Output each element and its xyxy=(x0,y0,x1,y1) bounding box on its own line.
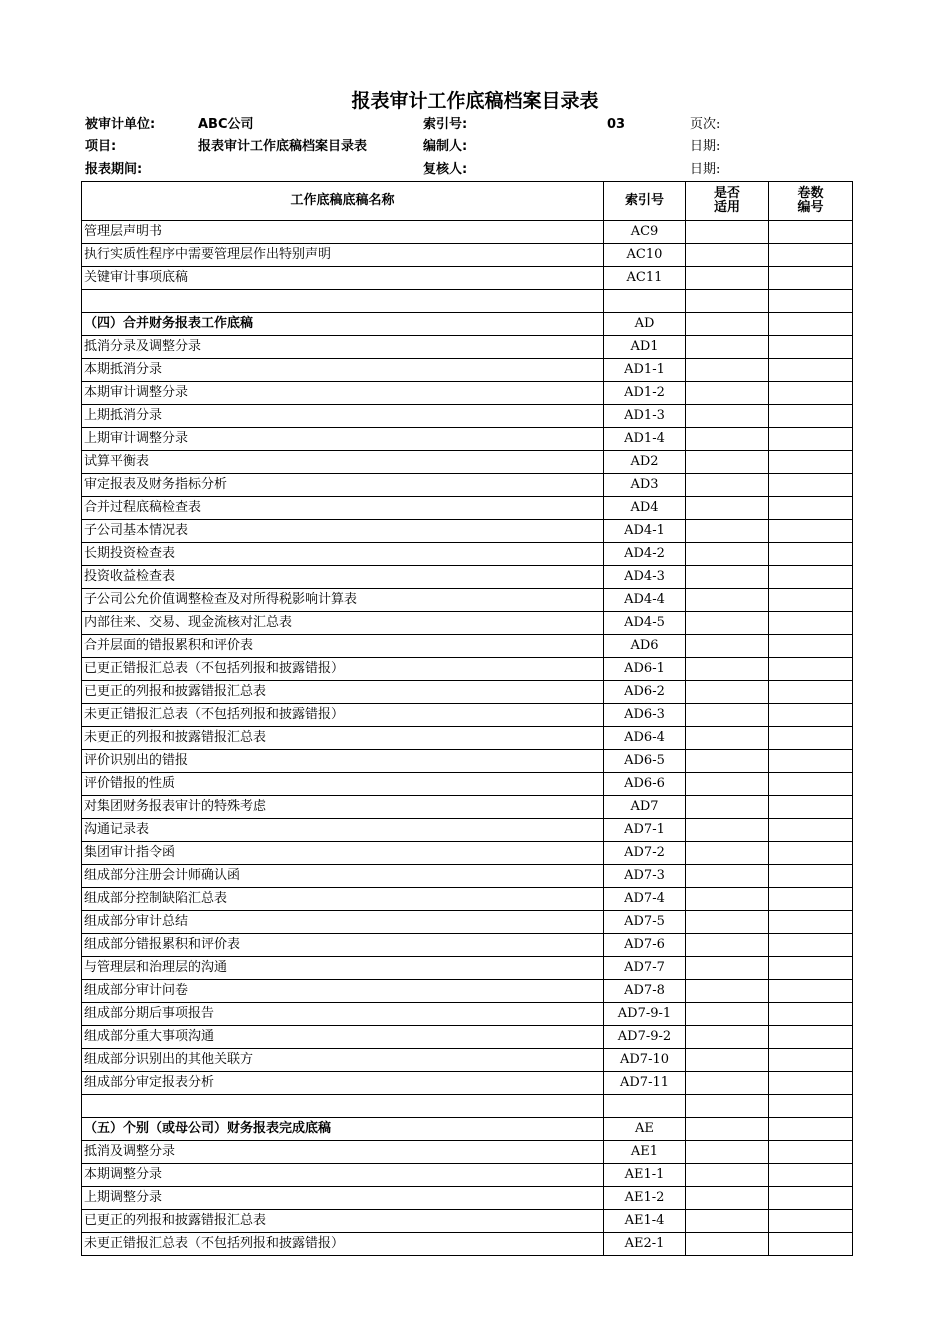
row-applicable-cell xyxy=(686,1210,769,1233)
row-volume-cell xyxy=(769,796,853,819)
row-code-cell: AD7-4 xyxy=(604,888,686,911)
reviewer-label: 复核人: xyxy=(423,162,468,177)
row-name-cell: 对集团财务报表审计的特殊考虑 xyxy=(82,796,604,819)
row-applicable-cell xyxy=(686,865,769,888)
row-volume-cell xyxy=(769,520,853,543)
row-code-cell: AC11 xyxy=(604,267,686,290)
row-volume-cell xyxy=(769,911,853,934)
row-name-cell: 未更正的列报和披露错报汇总表 xyxy=(82,727,604,750)
row-name-cell: 沟通记录表 xyxy=(82,819,604,842)
row-code-cell: AD7-6 xyxy=(604,934,686,957)
row-applicable-cell xyxy=(686,1233,769,1256)
row-applicable-cell xyxy=(686,980,769,1003)
row-code-cell: AC9 xyxy=(604,221,686,244)
row-code-cell: AE2-1 xyxy=(604,1233,686,1256)
row-name-cell: 审定报表及财务指标分析 xyxy=(82,474,604,497)
row-volume-cell xyxy=(769,1210,853,1233)
row-code-cell: AD xyxy=(604,313,686,336)
row-code-cell: AD6 xyxy=(604,635,686,658)
table-row xyxy=(82,290,853,313)
table-row xyxy=(82,819,853,842)
table-row xyxy=(82,1164,853,1187)
table-row xyxy=(82,773,853,796)
row-name-cell: 上期抵消分录 xyxy=(82,405,604,428)
row-volume-cell xyxy=(769,313,853,336)
row-name-cell: 执行实质性程序中需要管理层作出特别声明 xyxy=(82,244,604,267)
row-code-cell: AC10 xyxy=(604,244,686,267)
row-name-cell: 组成部分识别出的其他关联方 xyxy=(82,1049,604,1072)
project-label: 项目: xyxy=(85,139,117,154)
row-code-cell: AE1-4 xyxy=(604,1210,686,1233)
row-applicable-cell xyxy=(686,888,769,911)
table-row xyxy=(82,658,853,681)
row-name-cell: 本期调整分录 xyxy=(82,1164,604,1187)
row-code-cell: AD7-9-2 xyxy=(604,1026,686,1049)
row-applicable-cell xyxy=(686,1095,769,1118)
row-name-cell: 子公司公允价值调整检查及对所得税影响计算表 xyxy=(82,589,604,612)
col-applicable-header xyxy=(686,182,769,221)
row-applicable-cell xyxy=(686,1049,769,1072)
row-applicable-cell xyxy=(686,934,769,957)
table-row xyxy=(82,1141,853,1164)
row-code-cell: AE1 xyxy=(604,1141,686,1164)
date-label-1: 日期: xyxy=(690,139,721,154)
row-code-cell: AE xyxy=(604,1118,686,1141)
row-name-cell: （五）个别（或母公司）财务报表完成底稿 xyxy=(82,1118,604,1141)
table-row xyxy=(82,1095,853,1118)
row-applicable-cell xyxy=(686,1164,769,1187)
table-row xyxy=(82,474,853,497)
row-code-cell: AD2 xyxy=(604,451,686,474)
row-volume-cell xyxy=(769,1233,853,1256)
table-header-row xyxy=(82,182,853,221)
row-name-cell xyxy=(82,290,604,313)
row-volume-cell xyxy=(769,704,853,727)
row-name-cell: 上期调整分录 xyxy=(82,1187,604,1210)
row-code-cell: AE1-1 xyxy=(604,1164,686,1187)
row-applicable-cell xyxy=(686,267,769,290)
row-applicable-cell xyxy=(686,313,769,336)
table-row xyxy=(82,1187,853,1210)
row-volume-cell xyxy=(769,382,853,405)
row-name-cell: 内部往来、交易、现金流核对汇总表 xyxy=(82,612,604,635)
table-row xyxy=(82,244,853,267)
table-row xyxy=(82,589,853,612)
table-row xyxy=(82,888,853,911)
row-name-cell: 已更正的列报和披露错报汇总表 xyxy=(82,681,604,704)
row-volume-cell xyxy=(769,888,853,911)
row-code-cell: AD6-5 xyxy=(604,750,686,773)
table-row xyxy=(82,842,853,865)
project-value: 报表审计工作底稿档案目录表 xyxy=(198,139,368,154)
row-name-cell: 合并过程底稿检查表 xyxy=(82,497,604,520)
row-applicable-cell xyxy=(686,405,769,428)
row-volume-cell xyxy=(769,451,853,474)
row-code-cell: AD4-3 xyxy=(604,566,686,589)
row-name-cell: 组成部分审计总结 xyxy=(82,911,604,934)
table-row xyxy=(82,451,853,474)
row-applicable-cell xyxy=(686,612,769,635)
row-volume-cell xyxy=(769,1003,853,1026)
row-volume-cell xyxy=(769,428,853,451)
row-volume-cell xyxy=(769,566,853,589)
col-volume-header xyxy=(769,182,853,221)
row-code-cell: AD7 xyxy=(604,796,686,819)
row-code-cell: AD6-4 xyxy=(604,727,686,750)
row-code-cell: AD4-2 xyxy=(604,543,686,566)
row-applicable-cell xyxy=(686,474,769,497)
row-volume-cell xyxy=(769,1095,853,1118)
row-name-cell: （四）合并财务报表工作底稿 xyxy=(82,313,604,336)
row-code-cell: AD7-2 xyxy=(604,842,686,865)
row-code-cell: AD6-2 xyxy=(604,681,686,704)
table-row xyxy=(82,1118,853,1141)
row-applicable-cell xyxy=(686,1026,769,1049)
row-applicable-cell xyxy=(686,221,769,244)
row-name-cell: 组成部分重大事项沟通 xyxy=(82,1026,604,1049)
row-volume-cell xyxy=(769,1049,853,1072)
col-applicable-line2: 适用 xyxy=(713,200,740,215)
row-volume-cell xyxy=(769,658,853,681)
row-volume-cell xyxy=(769,474,853,497)
row-volume-cell xyxy=(769,819,853,842)
row-code-cell: AD7-11 xyxy=(604,1072,686,1095)
table-row xyxy=(82,704,853,727)
col-name-header: 工作底稿底稿名称 xyxy=(82,182,604,221)
row-applicable-cell xyxy=(686,773,769,796)
row-name-cell: 组成部分审定报表分析 xyxy=(82,1072,604,1095)
row-name-cell: 试算平衡表 xyxy=(82,451,604,474)
row-code-cell: AD7-1 xyxy=(604,819,686,842)
row-code-cell: AD4-4 xyxy=(604,589,686,612)
row-applicable-cell xyxy=(686,750,769,773)
row-applicable-cell xyxy=(686,428,769,451)
row-code-cell: AD1-3 xyxy=(604,405,686,428)
table-row xyxy=(82,635,853,658)
row-volume-cell xyxy=(769,842,853,865)
row-applicable-cell xyxy=(686,497,769,520)
row-volume-cell xyxy=(769,865,853,888)
table-row xyxy=(82,221,853,244)
col-code-header: 索引号 xyxy=(604,182,686,221)
row-code-cell xyxy=(604,290,686,313)
col-volume-line1: 卷数 xyxy=(797,186,824,201)
row-volume-cell xyxy=(769,290,853,313)
row-volume-cell xyxy=(769,543,853,566)
row-code-cell xyxy=(604,1095,686,1118)
row-name-cell: 组成部分错报累积和评价表 xyxy=(82,934,604,957)
row-name-cell: 合并层面的错报累积和评价表 xyxy=(82,635,604,658)
row-volume-cell xyxy=(769,1141,853,1164)
row-applicable-cell xyxy=(686,244,769,267)
row-name-cell: 评价错报的性质 xyxy=(82,773,604,796)
catalog-table xyxy=(81,181,853,1256)
row-name-cell: 组成部分期后事项报告 xyxy=(82,1003,604,1026)
table-row xyxy=(82,313,853,336)
table-row xyxy=(82,957,853,980)
row-volume-cell xyxy=(769,336,853,359)
table-row xyxy=(82,382,853,405)
table-row xyxy=(82,1233,853,1256)
row-volume-cell xyxy=(769,589,853,612)
row-volume-cell xyxy=(769,359,853,382)
row-volume-cell xyxy=(769,750,853,773)
row-volume-cell xyxy=(769,497,853,520)
row-code-cell: AD4-1 xyxy=(604,520,686,543)
table-row xyxy=(82,1003,853,1026)
table-row xyxy=(82,359,853,382)
row-code-cell: AD7-3 xyxy=(604,865,686,888)
row-code-cell: AD7-8 xyxy=(604,980,686,1003)
row-volume-cell xyxy=(769,405,853,428)
row-code-cell: AD7-10 xyxy=(604,1049,686,1072)
col-applicable-line1: 是否 xyxy=(713,186,740,201)
table-row xyxy=(82,750,853,773)
row-applicable-cell xyxy=(686,1072,769,1095)
row-code-cell: AD3 xyxy=(604,474,686,497)
row-applicable-cell xyxy=(686,796,769,819)
page-title: 报表审计工作底稿档案目录表 xyxy=(351,90,599,112)
row-volume-cell xyxy=(769,1118,853,1141)
row-name-cell: 长期投资检查表 xyxy=(82,543,604,566)
row-applicable-cell xyxy=(686,382,769,405)
row-name-cell: 本期抵消分录 xyxy=(82,359,604,382)
row-applicable-cell xyxy=(686,635,769,658)
row-name-cell: 组成部分注册会计师确认函 xyxy=(82,865,604,888)
row-applicable-cell xyxy=(686,589,769,612)
table-row xyxy=(82,1072,853,1095)
row-name-cell: 未更正错报汇总表（不包括列报和披露错报） xyxy=(82,1233,604,1256)
row-volume-cell xyxy=(769,1187,853,1210)
table-row xyxy=(82,1210,853,1233)
row-applicable-cell xyxy=(686,1118,769,1141)
row-volume-cell xyxy=(769,267,853,290)
row-applicable-cell xyxy=(686,451,769,474)
row-name-cell xyxy=(82,1095,604,1118)
row-code-cell: AD1-4 xyxy=(604,428,686,451)
index-value: 03 xyxy=(607,117,626,132)
row-volume-cell xyxy=(769,681,853,704)
col-volume-line2: 编号 xyxy=(797,200,824,215)
table-row xyxy=(82,566,853,589)
row-volume-cell xyxy=(769,612,853,635)
row-volume-cell xyxy=(769,1072,853,1095)
row-volume-cell xyxy=(769,773,853,796)
row-applicable-cell xyxy=(686,359,769,382)
row-name-cell: 本期审计调整分录 xyxy=(82,382,604,405)
row-volume-cell xyxy=(769,1164,853,1187)
row-name-cell: 子公司基本情况表 xyxy=(82,520,604,543)
row-volume-cell xyxy=(769,957,853,980)
row-volume-cell xyxy=(769,980,853,1003)
row-applicable-cell xyxy=(686,543,769,566)
row-applicable-cell xyxy=(686,911,769,934)
row-code-cell: AD1-2 xyxy=(604,382,686,405)
row-code-cell: AD7-7 xyxy=(604,957,686,980)
row-volume-cell xyxy=(769,727,853,750)
table-row xyxy=(82,336,853,359)
row-applicable-cell xyxy=(686,658,769,681)
table-row xyxy=(82,911,853,934)
row-applicable-cell xyxy=(686,290,769,313)
row-name-cell: 上期审计调整分录 xyxy=(82,428,604,451)
entity-value: ABC公司 xyxy=(198,117,254,132)
row-applicable-cell xyxy=(686,842,769,865)
row-name-cell: 与管理层和治理层的沟通 xyxy=(82,957,604,980)
row-code-cell: AD6-3 xyxy=(604,704,686,727)
table-row xyxy=(82,796,853,819)
row-volume-cell xyxy=(769,635,853,658)
row-volume-cell xyxy=(769,934,853,957)
row-applicable-cell xyxy=(686,336,769,359)
table-row xyxy=(82,865,853,888)
row-applicable-cell xyxy=(686,727,769,750)
row-code-cell: AD4 xyxy=(604,497,686,520)
table-row xyxy=(82,727,853,750)
row-name-cell: 投资收益检查表 xyxy=(82,566,604,589)
row-name-cell: 已更正错报汇总表（不包括列报和披露错报） xyxy=(82,658,604,681)
table-row xyxy=(82,612,853,635)
row-applicable-cell xyxy=(686,566,769,589)
row-volume-cell xyxy=(769,221,853,244)
row-name-cell: 集团审计指令函 xyxy=(82,842,604,865)
entity-label: 被审计单位: xyxy=(85,117,156,132)
row-name-cell: 抵消分录及调整分录 xyxy=(82,336,604,359)
table-row xyxy=(82,1049,853,1072)
preparer-label: 编制人: xyxy=(423,139,468,154)
page-label: 页次: xyxy=(690,117,721,132)
row-code-cell: AD6-6 xyxy=(604,773,686,796)
row-name-cell: 关键审计事项底稿 xyxy=(82,267,604,290)
row-volume-cell xyxy=(769,244,853,267)
row-code-cell: AD4-5 xyxy=(604,612,686,635)
row-applicable-cell xyxy=(686,1003,769,1026)
row-name-cell: 组成部分控制缺陷汇总表 xyxy=(82,888,604,911)
period-label: 报表期间: xyxy=(85,162,143,177)
row-applicable-cell xyxy=(686,1187,769,1210)
row-applicable-cell xyxy=(686,957,769,980)
row-name-cell: 组成部分审计问卷 xyxy=(82,980,604,1003)
row-code-cell: AD6-1 xyxy=(604,658,686,681)
row-name-cell: 管理层声明书 xyxy=(82,221,604,244)
row-code-cell: AD7-9-1 xyxy=(604,1003,686,1026)
row-applicable-cell xyxy=(686,681,769,704)
row-name-cell: 评价识别出的错报 xyxy=(82,750,604,773)
row-code-cell: AD1 xyxy=(604,336,686,359)
date-label-2: 日期: xyxy=(690,162,721,177)
table-row xyxy=(82,428,853,451)
row-code-cell: AD7-5 xyxy=(604,911,686,934)
table-row xyxy=(82,520,853,543)
table-row xyxy=(82,405,853,428)
row-applicable-cell xyxy=(686,704,769,727)
row-volume-cell xyxy=(769,1026,853,1049)
row-applicable-cell xyxy=(686,1141,769,1164)
table-row xyxy=(82,980,853,1003)
table-row xyxy=(82,543,853,566)
row-name-cell: 抵消及调整分录 xyxy=(82,1141,604,1164)
table-row xyxy=(82,681,853,704)
row-code-cell: AD1-1 xyxy=(604,359,686,382)
row-code-cell: AE1-2 xyxy=(604,1187,686,1210)
row-name-cell: 未更正错报汇总表（不包括列报和披露错报） xyxy=(82,704,604,727)
row-applicable-cell xyxy=(686,520,769,543)
table-row xyxy=(82,267,853,290)
row-name-cell: 已更正的列报和披露错报汇总表 xyxy=(82,1210,604,1233)
index-label: 索引号: xyxy=(423,117,468,132)
table-row xyxy=(82,934,853,957)
table-row xyxy=(82,497,853,520)
table-row xyxy=(82,1026,853,1049)
row-applicable-cell xyxy=(686,819,769,842)
